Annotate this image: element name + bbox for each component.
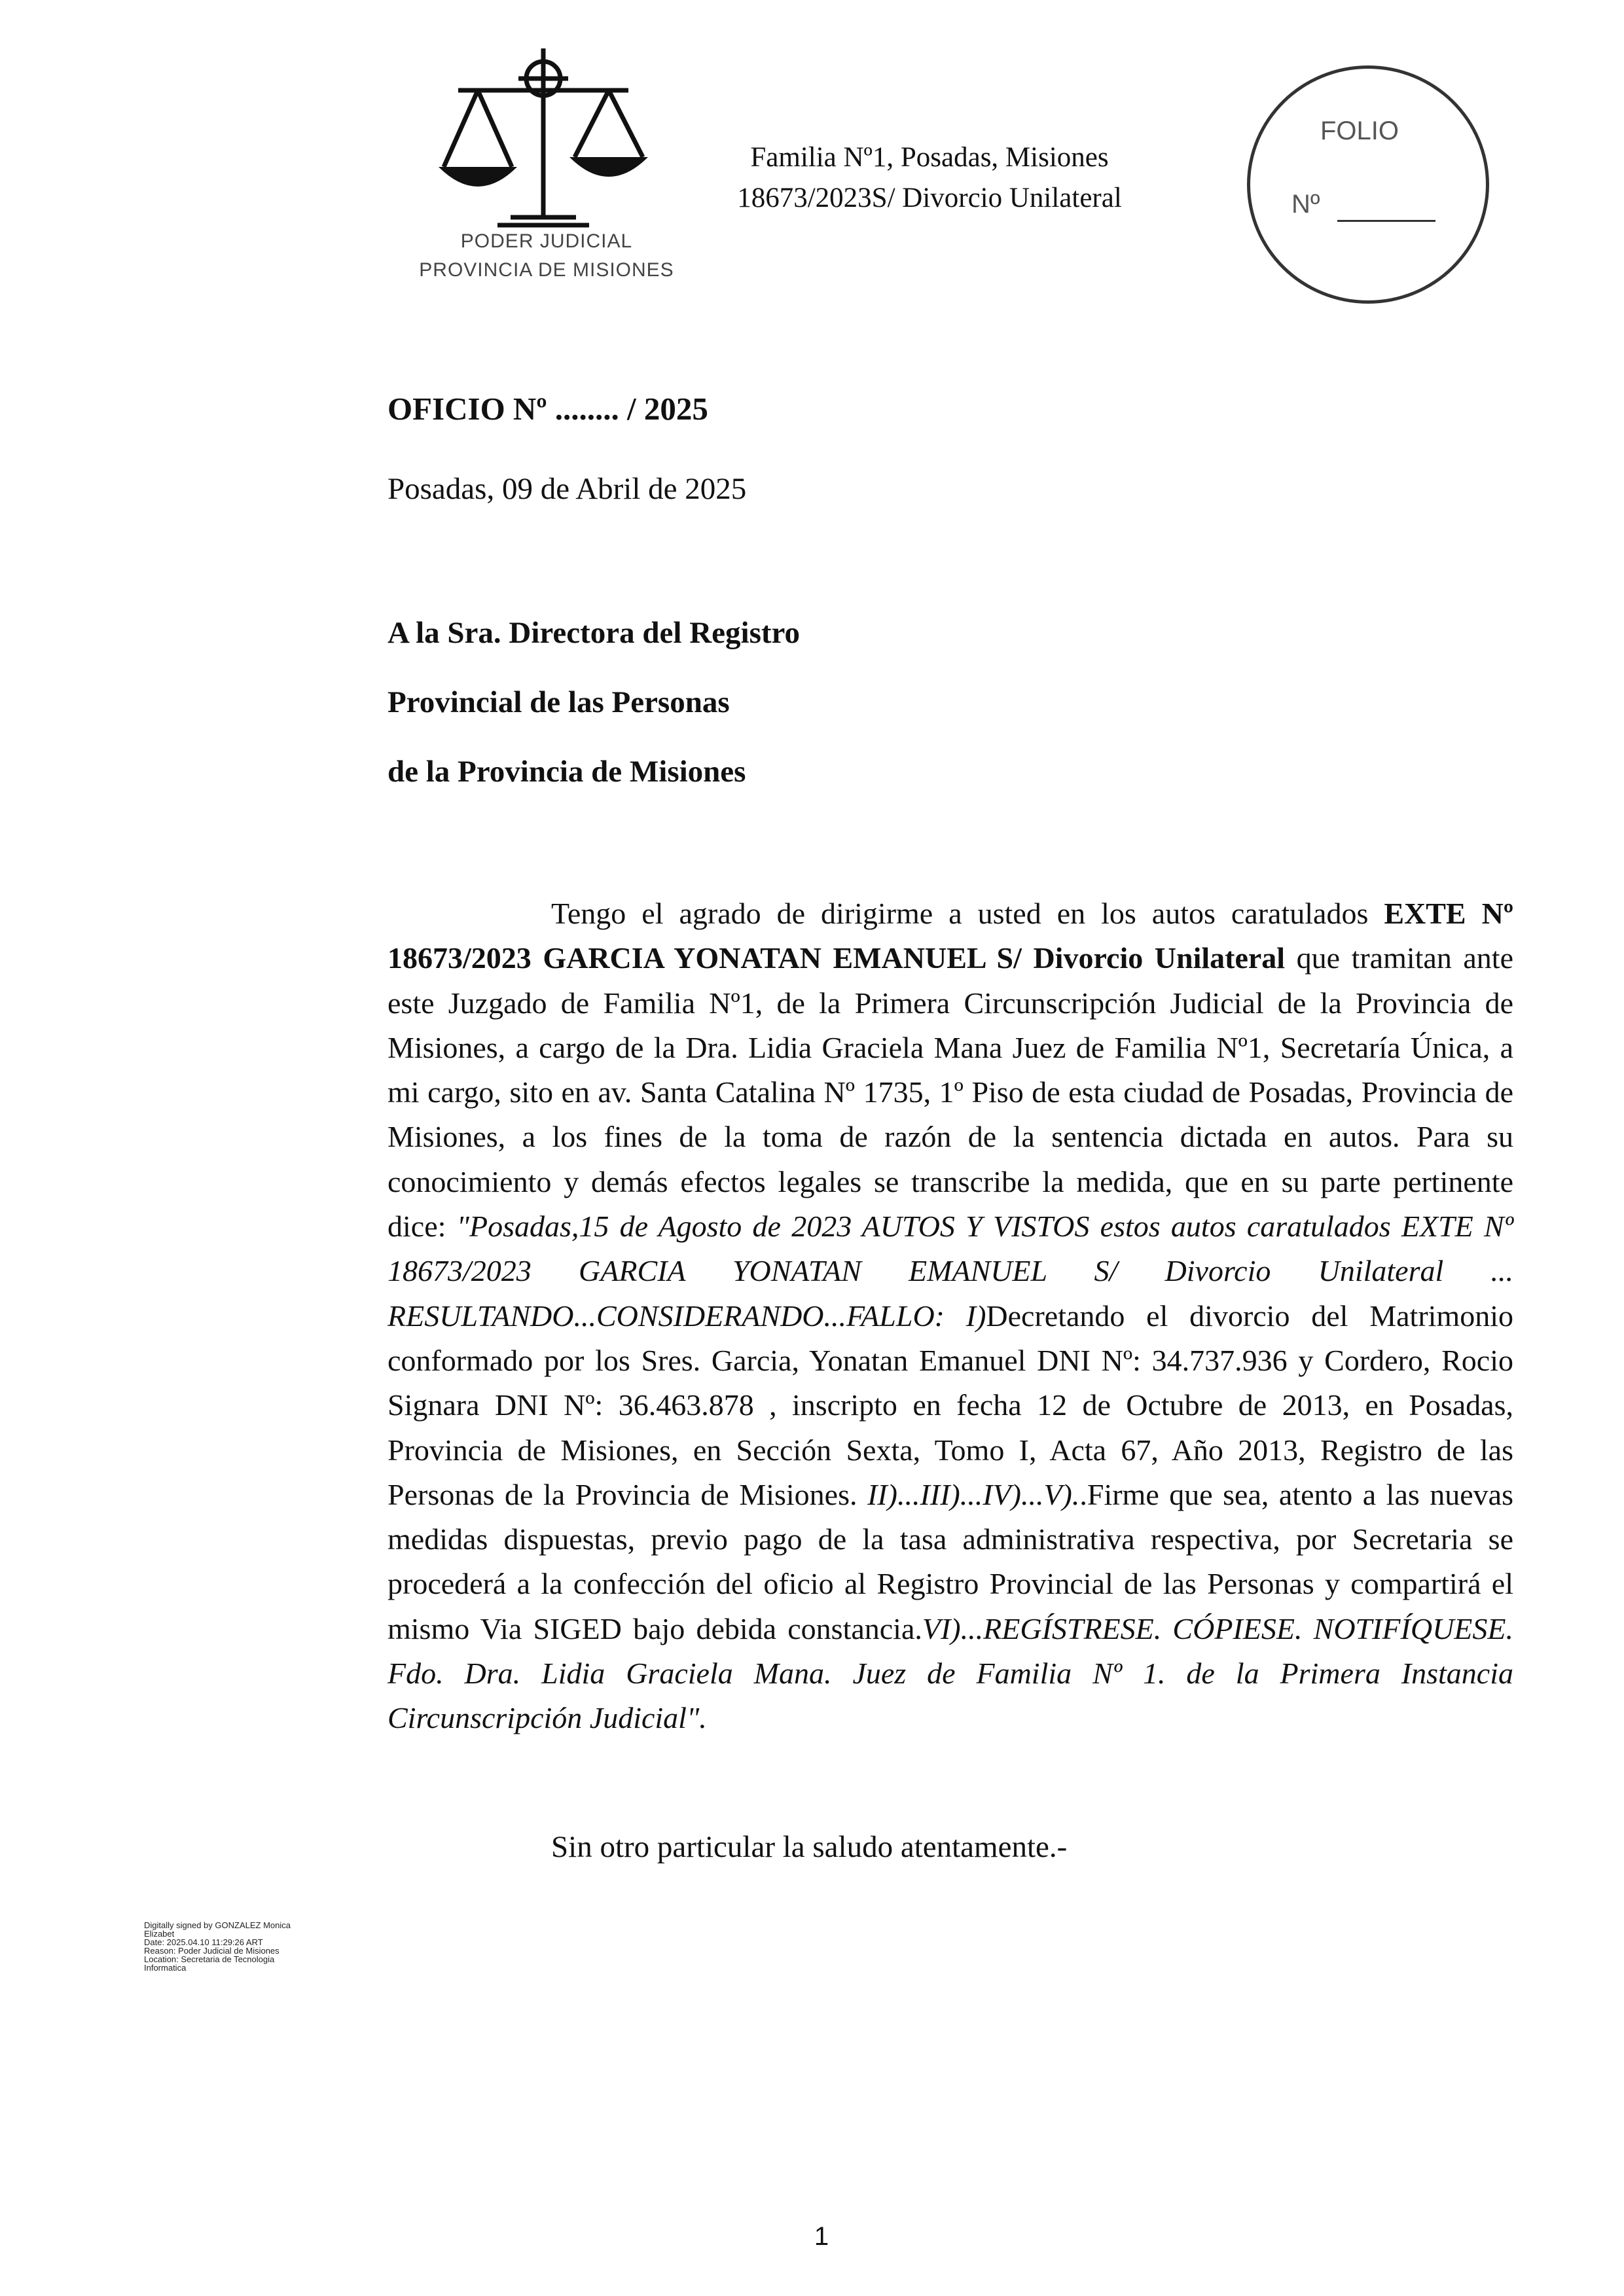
logo-text-line1: PODER JUDICIAL [460,230,633,252]
ruling-sections: II)...III)...IV)...V). [867,1477,1080,1511]
ruling-quote-header: "Posadas,15 de Agosto de 2023 AUTOS Y VISTOS estos autos caratulados EXTE Nº 18673/2023 GARCIA YONATAN EMANUEL S/ Divorcio Unilateral ... RESULTANDO...CONSIDERANDO...FALLO: I) [388,1210,1513,1333]
signature-line: Date: 2025.04.10 11:29:26 ART [144,1937,263,1947]
judicial-logo [393,39,700,295]
case-caption: EXTE Nº 18673/2023 GARCIA YONATAN EMANUEL S/ Divorcio Unilateral [388,897,1514,975]
page-number: 1 [814,2222,829,2251]
folio-label: FOLIO [1320,117,1399,145]
signature-line: Informatica [144,1963,187,1973]
recipient-line-3: de la Provincia de Misiones [388,755,746,789]
case-reference: 18673/2023S/ Divorcio Unilateral [737,183,1122,213]
body-paragraph [388,891,1513,1741]
signature-line: Reason: Poder Judicial de Misiones [144,1946,280,1956]
ruling-decree: Decretando el divorcio del Matrimonio conformado por los Sres. Garcia, Yonatan Emanuel DNI Nº: 34.737.936 y Cordero, Rocio Signara DNI Nº: 36.463.878 , inscripto en fecha 12 de Octubre de 2013, en Posadas, Provincia de Misiones, en Sección Sexta, Tomo I, Acta 67, Año 2013, Registro de las Personas de la Provincia de Misiones. [388,1299,1513,1511]
ruling-signoff: VI)...REGÍSTRESE. CÓPIESE. NOTIFÍQUESE. Fdo. Dra. Lidia Graciela Mana. Juez de Familia Nº 1. de la Primera Instancia Circunscripción Judicial". [388,1611,1513,1735]
signature-line: Elizabet [144,1929,175,1939]
folio-number-label: Nº [1291,190,1320,219]
digital-signature [144,1921,353,1972]
court-name: Familia Nº1, Posadas, Misiones [750,142,1109,173]
scales-of-justice-icon [432,39,655,229]
recipient-line-1: A la Sra. Directora del Registro [388,616,801,650]
folio-stamp [1247,65,1489,301]
ruling-firm: .Firme que sea, atento a las nuevas medidas dispuestas, previo pago de la tasa administrativa respectiva, por Secretaria se procederá a la confección del oficio al Registro Provincial de las Personas y compartirá el mismo Via SIGED bajo debida constancia. [388,1477,1513,1645]
body-intro: Tengo el agrado de dirigirme a usted en los autos caratulados [551,897,1384,930]
folio-circle [1247,65,1489,304]
logo-text-line2: PROVINCIA DE MISIONES [419,259,674,281]
document-title: OFICIO Nº ........ / 2025 [388,391,708,427]
folio-number-line [1337,220,1435,222]
case-header [733,137,1126,219]
closing-line: Sin otro particular la saludo atentamente.- [551,1830,1068,1864]
recipient-line-2: Provincial de las Personas [388,685,730,719]
signature-line: Digitally signed by GONZALEZ Monica [144,1920,291,1930]
body-context: que tramitan ante este Juzgado de Familia Nº1, de la Primera Circunscripción Judicial de la Provincia de Misiones, a cargo de la Dra. Lidia Graciela Mana Juez de Familia Nº1, Secretaría Única, a mi cargo, sito en av. Santa Catalina Nº 1735, 1º Piso de esta ciudad de Posadas, Provincia de Misiones, a los fines de la toma de razón de la sentencia dictada en autos. Para su conocimiento y demás efectos legales se transcribe la medida, que en su parte pertinente dice: [388,941,1513,1244]
document-date: Posadas, 09 de Abril de 2025 [388,472,747,506]
signature-line: Location: Secretaria de Tecnologia [144,1954,275,1964]
